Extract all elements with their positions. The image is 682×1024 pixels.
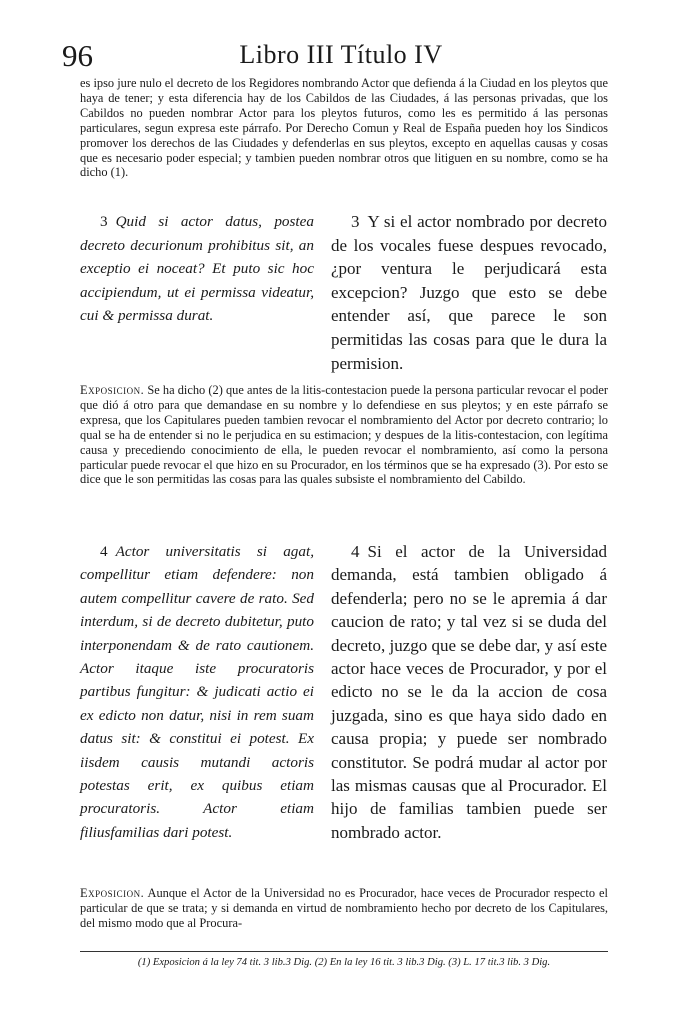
section-4-spanish [331,540,607,844]
section-3-number: 3 [100,213,108,230]
section-4-latin [80,540,314,844]
page-header [0,38,682,78]
section-3-number-spanish: 3 [351,212,360,231]
intro-paragraph: es ipso jure nulo el decreto de los Regidores nombrando Actor que defienda á la Ciudad en los pleytos que haya de tener; y esta diferencia hay de los Cabildos de las Ciudades, á las personas privadas, que los Cabildos no pueden nombrar Actor para los pleytos futuros, como les es permitido á las personas particulares, segun expresa este párrafo. Por Derecho Comun y Real de España pueden hoy los Sindicos promover los derechos de las Ciudades y defenderlas en sus pleytos, excepto en aquellas causas y cosas que es necesario poder especial; y tambien pueden nombrar otros que litiguen en su nombre, como se ha dicho (1). [80,76,608,180]
section-4-latin-text: Actor universitatis si agat, compellitur etiam defendere: non autem compellitur cavere de rato. Sed interdum, si de decreto dubitetur, puto interponendam & de rato cautionem. Actor itaque iste procuratoris partibus fungitur: & judicati actio ei ex edicto non datur, nisi in rem suam datus sit: & constitui ei potest. Ex iisdem causis mutandi actoris potestas erit, ex quibus etiam procuratoris. Actor etiam filiusfamilias dari potest. [80,543,314,841]
footnotes: (1) Exposicion á la ley 74 tit. 3 lib.3 Dig. (2) En la ley 16 tit. 3 lib.3 Dig. (3) L. 17 tit.3 lib. 3 Dig. [137,957,551,968]
exposition-2 [80,886,608,931]
section-4-number: 4 [100,543,108,560]
page-number: 96 [62,38,93,73]
exposition-1-text: Se ha dicho (2) que antes de la litis-contestacion puede la persona particular revocar el poder que dió á otro para que demandase en su nombre y lo defendiese en sus pleytos; y en este párrafo se expresa, que los Capitulares pueden tambien revocar el nombramiento del Actor por decreto contrario; lo qual se ha de entender si no le perjudica en su estimacion; y despues de la litis-contestacion, con legítima causa y precediendo conocimiento de ella, le pueden revocar el nombramiento, así como la persona particular puede revocar el que hizo en su Procurador, en los términos que se ha expresado (3). Por esto se dice que le son permitidas las cosas para las quales subsiste el nombramiento del Cabildo. [80,383,609,487]
section-3-spanish [331,210,607,375]
section-4-spanish-text: Si el actor de la Universidad demanda, está tambien obligado á defenderla; pero no se le apremia á dar caucion de rato; y tal vez si se duda del decreto, juzgo que se debe dar, y así este actor hace veces de Procurador, y por el edicto no se le da la accion de cosa juzgada, sino es que haya sido dado en causa propia; y puede ser nombrado constitutor. Se podrá mudar al actor por las mismas causas que al Procurador. El hijo de familias tambien puede ser nombrado actor. [331,542,607,842]
section-3-latin-text: Quid si actor datus, postea decreto decurionum prohibitus sit, an exceptio ei noceat? Et puto sic hoc accipiendum, ut ei permissa videatur, cui & permissa durat. [80,213,314,325]
section-3-spanish-text: Y si el actor nombrado por decreto de los vocales fuese despues revocado, ¿por ventura le perjudicará esta excepcion? Juzgo que esto se debe entender así, que parece le son permitidas las cosas para que le dura la permision. [331,212,607,373]
running-title: Libro III Título IV [239,40,443,69]
exposition-1-lead: Exposicion. [80,383,145,397]
exposition-2-lead: Exposicion. [80,886,145,900]
footnote-divider [80,951,608,952]
section-4-number-spanish: 4 [351,542,360,561]
exposition-2-text: Aunque el Actor de la Universidad no es Procurador, hace veces de Procurador respecto el particular de que se trata; y si demanda en virtud de nombramiento hecho por decreto de los Capitulares, del mismo modo que al Procura- [80,886,608,930]
section-3-latin [80,210,314,328]
exposition-1 [80,383,608,487]
